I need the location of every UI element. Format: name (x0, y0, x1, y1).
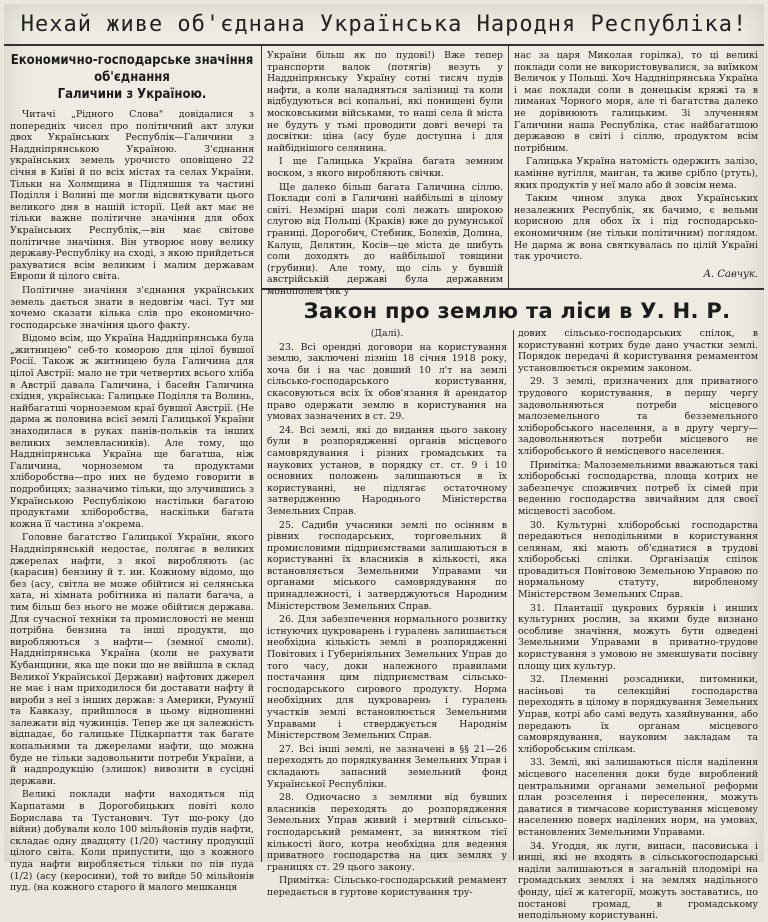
paragraph: 25. Садиби учасники землі по осінням в рівних господарських, торговельних й промисловими підприємствами залишаються в користуванні їх власників в кількості, яка встановляється Земельними Управами чи органами міського самоврядування по принадлежності, і затверджуються Народним Міністерством Земельних Справ. (267, 519, 507, 612)
article1-title-line2: Галичини з Україною. (57, 87, 207, 102)
paragraph: Відомо всім, що Україна Наддніпрянська була „житницею" себ-то коморою для цілої бувшої Росії. Також ж житницею була Галичина для цілої Австрії: мало не три четвертих всього хліба в Австрії давала Галичина, і басейн Галичина східня, українська: Галицьке Поділля та Волинь, найбагатші чорноземом краї бувшої Австрії. (Не дарма ж половина всієї землі Галицької України знаходилася в руках панів-польків та інших великих землевласників). Але тому, що Наддніпрянська Україна ще багатша, ніж Галичина, чорноземом та продуктами хліборобства—про них не будемо говорити в подробицях; зазначимо тільки, що злучившись з Українською Республікою настільки багатою продуктами хліборобства, наскільки багата кожна її частина з'окрема. (10, 333, 254, 530)
article1-column-2 (267, 50, 503, 297)
paragraph: Таким чином злука двох Українських незалежних Республік, як бачимо, є вельми корисною для обох їх і під господарсько-економичним (не тільки політичним) поглядом. Не дарма ж вона святкувалась по цілій Україні так урочисто. (514, 193, 758, 263)
paragraph: дових сільсько-господарських спілок, в користуванні котрих буде дано участки землі. Порядок передачі й користування ремаментом установлюється окремим законом. (518, 328, 758, 374)
paragraph: 24. Всі землі, які до видання цього закону були в розпорядженні органів місцевого самоврядування і різних громадських та наукових установ, в порядку ст. ст. 9 і 10 основних положень залишаються в їх користуванні, не підлягає остаточному затвердженню Народнього Міністерства Земельних Справ. (267, 424, 507, 517)
note-paragraph: Примітка: Сільсько-господарський ремамент передається в гуртове користування тру- (267, 875, 507, 898)
paragraph: 27. Всі інші землі, не зазначені в §§ 21—26 переходять до порядкування Земельних Управ і складають запасний земельний фонд Української Республіки. (267, 743, 507, 790)
paragraph: України більш як по пудові!) Вже тепер транспорти валок (потягів) везуть у Наддніпрянську Україну сотні тисяч пудів нафти, а коли наладняться залізниці та коли відбудуються всі копальні, які понищені були московськими військами, то наші села й міста не будуть у тьмі проводити довгі вечері та досвітки: ціна (асу буде доступна і для найбіднішого селянина. (267, 50, 503, 154)
paragraph: І ще Галицька Україна багата земним воском, з якого виробляють свічки. (267, 156, 503, 179)
paragraph: 23. Всі орендні договори на користування землю, заключені пізніш 18 січня 1918 року, хоча би і на час довший 10 л'т на землі сільсько-господарського користування, скасовуються всіх їх обов'язання й арендатор право одержати землю в користування на умовах зазначених в ст. 29. (267, 341, 507, 423)
signature: А. Савчук. (703, 268, 758, 280)
paragraph: Ще далеко більш багата Галичина сіллю. Поклади солі в Галичині найбільші в цілому світі. Незмірні шари солі лежать широкою слугою від Польщі (Краків) вже до румунської границі. Дорогобич, Стебник, Болехів, Долина, Калуш, Делятин, Косів—це міста де шибуть соли доходять до найбільшої товщини (грубини). Але тому, що сіль у бувшій австрійській державі була державним монополем (як у (267, 181, 503, 297)
column-rule (508, 46, 509, 288)
paragraph: Головне багатство Галицької України, якого Наддніпрянській недостає, полягає в великих джерелах нафти, з якої виробляють (ас (карасин) бензину й т. ин. Кожному відомо, що без (асу, світла не може обійтися ні селянська хата, ні хімната робітника ні палати багача, а тим більш без нього не може обійтися держава. Для сучасної техніки та промисловості не менш потрібна бензина та інші продукти, що виробляються з нафти— (земної смоли). Наддніпрянська Україна (коли не рахувати Кубанщини, яка ще поки що не ввійшла в склад Великої Української Держави) нафтових джерел не має і нам приходилося би доставати нафту й вироби з неї з інших держав: з Америки, Румунії та Кавказу, прийшлося в цьому відношенні залежати від чужинців. Тепер же ця залежність відпадає, бо галицьке Підкарпаття так багате копальнями та джерелами нафти, що можна буде не тільки задовольнити потреби України, а й надпродукцію (злишок) вивозити в сусідні держави. (10, 532, 254, 787)
article1-title-line1: Економично-господарське значіння об'єднання (10, 53, 254, 85)
paragraph: 34. Угоддя, як луги, випаси, пасовиська і инші, які не входять в сільськогосподарські наділи залишаються в загальній плодомірі на громадських землях і на землях надільного фонду, цієї ж категорії, можуть зоставатись, по постанові громад, в громадському неподільному користуванні. (518, 840, 758, 922)
paragraph: 26. Для забезпечення нормального розвитку істнуючих цукроварень і гуралень залишається необхідна кількість землі в розпорядженні Повітових і Губерніяльних Земельних Управ до того часу, доки належного правилами постачання цим підприємствам сільсько-господарського сирового продукту. Норма необхідних для цукроварень і гуралень участків землі встановлюється Земельними Управами і стверджується Народнім Міністерством Земельних Справ. (267, 614, 507, 742)
article2-column-left (267, 328, 507, 898)
article1-title (10, 52, 254, 103)
column-rule (513, 330, 514, 860)
article1-column-1 (10, 50, 254, 894)
paragraph: 31. Плантації цукрових буряків і инших культурних рослин, за якими буде визнано особливе значіння, можуть бути одведені Земельними Управами в приватно-трудове користування з умовою не зменшувати посівну площу цих культур. (518, 602, 758, 672)
banner (4, 4, 764, 46)
paragraph: Читачі „Рідного Слова" довідалися з попередніх чисел про політичний акт злуки двох Українських Республік—Галичини з Наддніпрянською Україною. З'єднання українських земель урочисто оповіщено 22 січня в Київі й по всіх містах та селах України. Тільки на Холмщина в Підляшшя та частині Поділля і Волині ще могли відсвяткувати цього великого дня в нашій історії. Цей акт має не тільки важне політичне значіння для обох Українських Республік,—він має світове політичне значіння. Він утворює нову велику державу-Республіку на сході, з якою прийдеться рахуватися всім великим і малим державам Европи й цілого світа. (10, 109, 254, 283)
paragraph: 33. Землі, які залишаються після наділення місцевого населення доки буде вироблений центральними органами земельної реформи план розселення і переселення, можуть даватися в тимчасове користування місцевому населенню поверх наділених норм, на умовах, встановлених Земельними Управами. (518, 757, 758, 838)
paragraph: нас за царя Миколая горілка), то ці великі поклади соли не використовувалися, за виїмком Величок у Польщі. Хоч Наддніпрянська Україна і має поклади соли в донецькім кряжі та в лиманах Чорного моря, але ті багатства далеко не дорівнюють галицьким. Зі злученням Галичини наша Республіка, стає найбагатшою державою в світі і сіллю, продуктом всім потрібним. (514, 50, 758, 154)
paragraph: Галицька Україна натомість одержить залізо, камінне вугілля, манган, та живе срібло (ртуть), яких продуктів у неї мало або й зовсім нема. (514, 156, 758, 191)
paragraph: 30. Культурні хліборобські господарства передаються неподільними в користування селянам, які мають об'єднатися в трудові хліборобські спілки. Організація спілок провадиться Повітовою Земельною Управою по нормальному статуту, виробленому Міністерством Земельних Справ. (518, 519, 758, 601)
column-rule (261, 46, 262, 862)
paragraph: 32. Племенні розсадники, питомники, насіньові та селекційні господарства переходять в цілому в порядкування Земельних Управ, котрі або самі ведуть хазяйнування, або передають їх органам місцевого самоврядування, науковим закладам та хліборобським спілкам. (518, 674, 758, 755)
paragraph: Великі поклади нафти находяться під Карпатами в Дорогобицьких повіті коло Борислава та Тустанович. Тут що-року (до війни) добували коло 100 мільйонів пудів нафти, складає одну двадцяту (1/20) частину продукції цілого світа. Коли припустити, що з кожного пуда нафти виробляється тільки по пів пуда (1/2) (асу (керосини), той то вийде 50 мільйонів пуд. (на кожного старого й малого мешканця (10, 789, 254, 894)
note-paragraph: Примітка: Малоземельними вважаються такі хліборобські господарства, площа котрих не забезпечує споживчих потреб їх сімей при веденню господарства звичайним для своєї місцевості засобом. (518, 459, 758, 517)
article1-column-3 (514, 50, 758, 286)
banner-title: Нехай живе об'єднана Українська Народня Республіка! (20, 11, 748, 37)
paragraph: 29. З землі, призначених для приватного трудового користування, в першу чергу задовольняються потреби місцевого малоземельного та безземельного хліборобського населення, а в другу чергу—задовольняються потреби місцевого не хліборобського й немісцевого населення. (518, 376, 758, 457)
paragraph: 28. Одночасно з землями від бувших власників переходять до розпорядження Земельних Управ живий і мертвий сільсько-господарський ремамент, за винятком тієї кількості його, котра необхідна для ведення приватного господарства на цих землях у границях ст. 29 цього закону. (267, 792, 507, 873)
article2-title: Закон про землю та ліси в У. Н. Р. (303, 299, 731, 323)
continued-note: (Далі). (370, 328, 404, 339)
article2-column-right (518, 328, 758, 922)
paragraph: Політичне значіння з'єднання українських земель дається знати в недовгім часі. Тут ми хочемо сказати кілька слів про економично-господарське значіння цього факту. (10, 284, 254, 331)
newspaper-page (4, 4, 764, 922)
